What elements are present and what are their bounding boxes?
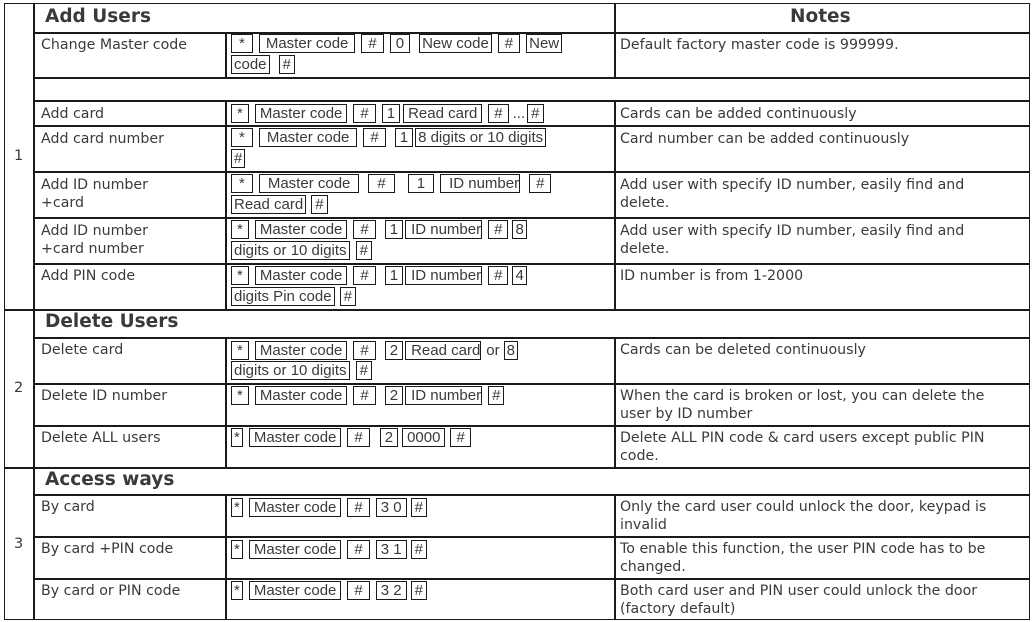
key-star: *: [231, 128, 253, 147]
key-master-code: Master code: [249, 428, 342, 447]
key-hash: #: [340, 287, 356, 306]
key-hash: #: [527, 104, 543, 123]
key-star: *: [231, 266, 249, 285]
row-divider: [33, 425, 1029, 427]
key-master-code: Master code: [255, 341, 348, 360]
key-master-code: Master code: [255, 220, 348, 239]
or-separator: or: [486, 342, 500, 359]
key-pin-code: 4: [512, 266, 526, 285]
key-master-code: Master code: [259, 174, 360, 193]
key-star: *: [231, 581, 243, 600]
key-star: *: [231, 540, 243, 559]
section-title-access-ways: Access ways: [45, 469, 175, 490]
key-hash: #: [368, 174, 394, 193]
key-star: *: [231, 104, 249, 123]
key-card-number: digits or 10 digits: [231, 361, 350, 380]
row-divider: [33, 578, 1029, 580]
row-divider: [33, 494, 1029, 496]
key-card-number: 8: [512, 220, 526, 239]
function-label: By card +PIN code: [41, 541, 174, 557]
note-text: Only the card user could unlock the door, keypad is invalid: [620, 499, 987, 533]
key-sequence: [231, 386, 611, 407]
key-sequence: [231, 34, 611, 76]
key-digit: 1: [395, 128, 413, 147]
section-title-add-users: Add Users: [45, 6, 151, 27]
key-access-mode: 3 2: [376, 581, 407, 600]
key-hash: #: [347, 581, 369, 600]
key-digit: 2: [385, 341, 403, 360]
key-star: *: [231, 498, 243, 517]
note-text: Card number can be added continuously: [620, 131, 910, 147]
function-label: Add ID number +card: [41, 177, 148, 211]
divider-notes-col: [614, 100, 616, 309]
row-divider: [33, 383, 1029, 385]
key-new-code: code: [231, 55, 270, 74]
key-hash: #: [279, 55, 295, 74]
row-divider: [33, 171, 1029, 173]
key-hash: #: [353, 386, 375, 405]
key-hash: #: [356, 361, 372, 380]
key-hash: #: [311, 195, 327, 214]
key-hash: #: [353, 104, 375, 123]
key-id-number: ID number: [405, 220, 482, 239]
key-digit: 1: [385, 266, 403, 285]
section-title-delete-users: Delete Users: [45, 311, 179, 332]
key-sequence: [231, 266, 611, 308]
key-card-number: digits or 10 digits: [231, 241, 350, 260]
function-label: Add card: [41, 106, 105, 122]
key-hash: #: [347, 498, 369, 517]
key-digit: 2: [380, 428, 398, 447]
notes-column-header: Notes: [790, 6, 851, 27]
row-divider: [33, 100, 1029, 102]
key-hash: #: [488, 104, 508, 123]
note-text: Default factory master code is 999999.: [620, 37, 899, 53]
divider-sequence-col: [225, 100, 227, 309]
key-hash: #: [529, 174, 551, 193]
key-master-code: Master code: [249, 581, 342, 600]
note-text: Delete ALL PIN code & card users except public PIN code.: [620, 430, 985, 464]
divider-notes-col: [614, 337, 616, 467]
key-id-number: ID number: [405, 386, 482, 405]
note-text: Add user with specify ID number, easily find and delete.: [620, 223, 965, 257]
section-number-2: 2: [14, 380, 24, 396]
key-hash: #: [488, 266, 508, 285]
key-id-number: ID number: [440, 174, 520, 193]
key-star: *: [231, 428, 243, 447]
key-digit: 1: [382, 104, 400, 123]
key-hash: #: [353, 220, 375, 239]
key-hash: #: [353, 341, 375, 360]
key-hash: #: [363, 128, 385, 147]
function-label: By card or PIN code: [41, 583, 181, 599]
key-master-code: Master code: [255, 386, 348, 405]
note-text: When the card is broken or lost, you can delete the user by ID number: [620, 388, 985, 422]
divider-sequence-col: [225, 32, 227, 77]
key-star: *: [231, 220, 249, 239]
key-hash: #: [411, 498, 427, 517]
key-digit: 1: [408, 174, 434, 193]
key-hash: #: [356, 241, 372, 260]
key-hash: #: [411, 540, 427, 559]
key-digit: 2: [385, 386, 403, 405]
key-card-number: 8: [504, 341, 518, 360]
note-text: To enable this function, the user PIN code has to be changed.: [620, 541, 986, 575]
row-divider: [33, 125, 1029, 127]
key-id-number: ID number: [405, 266, 482, 285]
key-star: *: [231, 34, 253, 53]
section-number-1: 1: [14, 148, 24, 164]
key-master-code: Master code: [255, 266, 348, 285]
key-new-code: New code: [419, 34, 492, 53]
key-digit: 1: [385, 220, 403, 239]
divider-number-col: [33, 4, 35, 619]
key-digit: 0: [390, 34, 410, 53]
row-divider: [33, 77, 1029, 79]
function-label: Add PIN code: [41, 268, 136, 284]
key-sequence: [231, 220, 611, 262]
key-master-code: Master code: [249, 540, 342, 559]
function-label: Delete ID number: [41, 388, 168, 404]
key-master-code: Master code: [259, 34, 356, 53]
key-sequence: [231, 581, 611, 602]
ellipsis: ...: [512, 105, 526, 122]
divider-notes-col: [614, 494, 616, 619]
key-star: *: [231, 174, 253, 193]
function-label: Delete card: [41, 342, 124, 358]
key-sequence: [231, 428, 611, 449]
key-hash: #: [347, 540, 369, 559]
divider-sequence-col: [225, 494, 227, 619]
key-hash: #: [353, 266, 375, 285]
row-divider: [33, 536, 1029, 538]
divider-sequence-col: [225, 337, 227, 467]
key-pin-code: digits Pin code: [231, 287, 335, 306]
key-sequence: [231, 498, 611, 519]
note-text: Cards can be deleted continuously: [620, 342, 866, 358]
key-master-code: Master code: [255, 104, 348, 123]
key-0000: 0000: [402, 428, 445, 447]
key-sequence: [231, 174, 611, 216]
key-hash: #: [411, 581, 427, 600]
function-label: Change Master code: [41, 37, 188, 53]
row-divider: [33, 217, 1029, 219]
key-hash: #: [450, 428, 470, 447]
key-hash: #: [347, 428, 369, 447]
section-number-3: 3: [14, 536, 24, 552]
key-hash: #: [361, 34, 383, 53]
key-hash: #: [231, 149, 245, 168]
note-text: ID number is from 1-2000: [620, 268, 804, 284]
key-access-mode: 3 0: [376, 498, 407, 517]
function-label: Add ID number +card number: [41, 223, 148, 257]
key-sequence: [231, 128, 611, 170]
note-text: Cards can be added continuously: [620, 106, 857, 122]
key-read-card: Read card: [403, 104, 482, 123]
key-access-mode: 3 1: [376, 540, 407, 559]
key-new-code: New: [526, 34, 562, 53]
key-card-number: 8 digits or 10 digits: [415, 128, 546, 147]
key-hash: #: [488, 220, 508, 239]
row-divider: [33, 263, 1029, 265]
key-master-code: Master code: [259, 128, 358, 147]
key-star: *: [231, 341, 249, 360]
key-hash: #: [498, 34, 520, 53]
function-label: Add card number: [41, 131, 164, 147]
key-sequence: [231, 340, 611, 382]
key-sequence: [231, 540, 611, 561]
note-text: Add user with specify ID number, easily find and delete.: [620, 177, 965, 211]
key-read-card: Read card: [405, 341, 481, 360]
key-star: *: [231, 386, 249, 405]
function-label: By card: [41, 499, 95, 515]
key-hash: #: [488, 386, 504, 405]
key-read-card: Read card: [231, 195, 306, 214]
divider-notes-col: [614, 4, 616, 77]
function-label: Delete ALL users: [41, 430, 161, 446]
row-divider: [33, 337, 1029, 339]
key-sequence: [231, 103, 611, 124]
note-text: Both card user and PIN user could unlock the door (factory default): [620, 583, 978, 617]
key-master-code: Master code: [249, 498, 342, 517]
